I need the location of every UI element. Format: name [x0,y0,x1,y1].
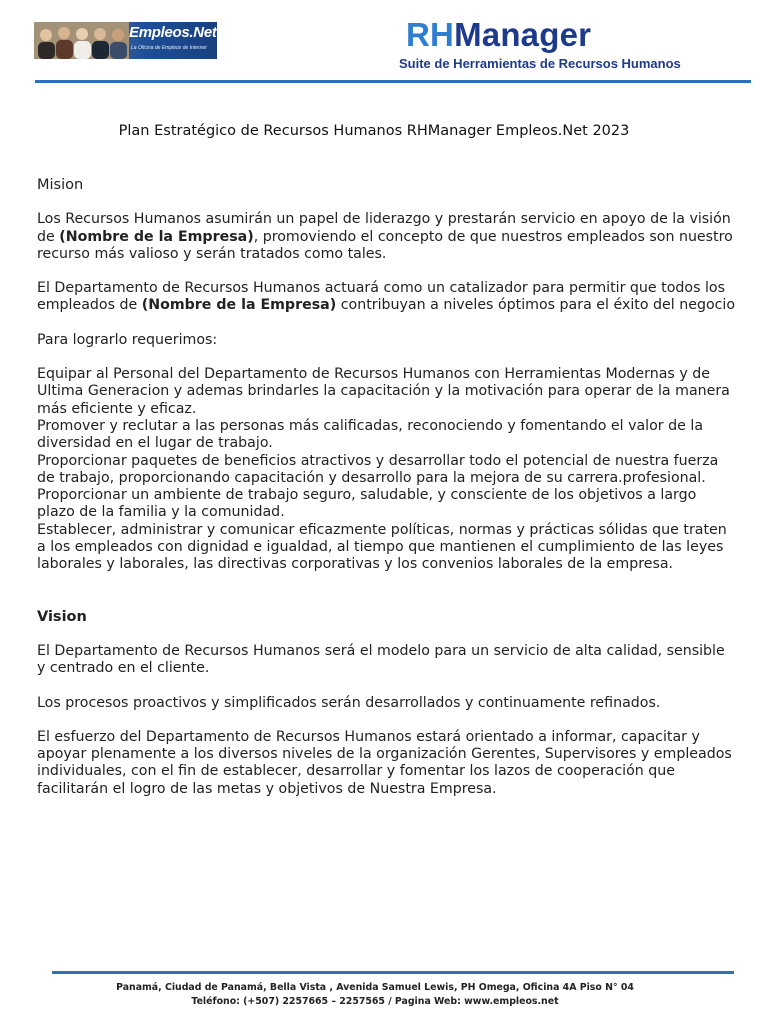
document-title: Plan Estratégico de Recursos Humanos RHManager Empleos.Net 2023 [118,123,630,139]
mission-p2-text-b: contribuyan a niveles óptimos para el éxito del negocio [336,297,736,314]
company-name-placeholder: (Nombre de la Empresa) [59,228,254,245]
mission-item-2: Promover y reclutar a las personas más calificadas, reconociendo y fomentando el valor de la diversidad en el lugar de trabajo. [37,417,704,452]
footer-divider [52,971,734,974]
mission-p1-text-a: Los Recursos Humanos asumirán un papel de liderazgo y prestarán servicio en apoyo de la visión de [37,211,731,245]
mission-heading: Mision [37,177,84,193]
mission-item-3: Proporcionar paquetes de beneficios atractivos y desarrollar todo el potencial de nuestra fuerza de trabajo, proporcionando capacitación y desarrollo para la mejora de su carrera.profesional. [37,452,719,486]
logo-brand-text: Empleos.Net [129,24,217,41]
mission-item-4: Proporcionar un ambiente de trabajo seguro, saludable, y consciente de los objetivos a largo plazo de la familia y la comunidad. [37,487,697,521]
product-title-name: Manager [454,16,592,53]
vision-paragraph-2: Los procesos proactivos y simplificados serán desarrollados y continuamente refinados. [37,694,661,711]
mission-paragraph-1 [37,211,737,263]
product-subtitle: Suite de Herramientas de Recursos Humanos [399,56,681,71]
mission-item-5: Establecer, administrar y comunicar eficazmente políticas, normas y prácticas sólidas que traten a los empleados con dignidad e igualdad, al tiempo que mantienen el cumplimiento de las leyes laborales y laborales, las directivas corporativas y los convenios laborales de la empresa. [37,521,727,573]
document-body [37,177,737,798]
mission-p1-text-b: , promoviendo el concepto de que nuestros empleados son nuestro recurso más valioso y serán tratados como tales. [37,228,733,262]
mission-item-1: Equipar al Personal del Departamento de Recursos Humanos con Herramientas Modernas y de Ultima Generacion y ademas brindarles la capacitación y la motivación para operar de la manera más eficiente y eficaz. [37,366,730,417]
vision-paragraph-3: El esfuerzo del Departamento de Recursos Humanos estará orientado a informar, capacitar y apoyar plenamente a los diversos niveles de la organización Gerentes, Supervisores y empleados individuales, con el fin de establecer, desarrollar y fomentar los lazos de cooperación que facilitarán el logro de las metas y objetivos de Nuestra Empresa. [37,728,732,797]
empleos-net-logo [34,22,217,59]
company-name-placeholder: (Nombre de la Empresa) [141,297,337,314]
people-photo-icon [34,22,129,59]
product-title-prefix: RH [406,16,455,53]
footer [0,981,750,1009]
vision-heading: Vision [37,608,87,625]
footer-contact: Teléfono: (+507) 2257665 – 2257565 / Pagina Web: www.empleos.net [191,996,559,1007]
mission-paragraph-2 [37,280,737,315]
vision-paragraph-1: El Departamento de Recursos Humanos será el modelo para un servicio de alta calidad, sensible y centrado en el cliente. [37,642,725,677]
logo-tagline: La Oficina de Empleos de Internet [131,45,207,51]
mission-paragraph-3: Para lograrlo requerimos: [37,331,218,348]
mission-p2-text-a: El Departamento de Recursos Humanos actuará como un catalizador para permitir que todos los empleados de [37,280,726,314]
header-divider [35,80,751,83]
product-title [406,18,591,51]
footer-address: Panamá, Ciudad de Panamá, Bella Vista , Avenida Samuel Lewis, PH Omega, Oficina 4A Piso N° 04 [116,982,634,993]
